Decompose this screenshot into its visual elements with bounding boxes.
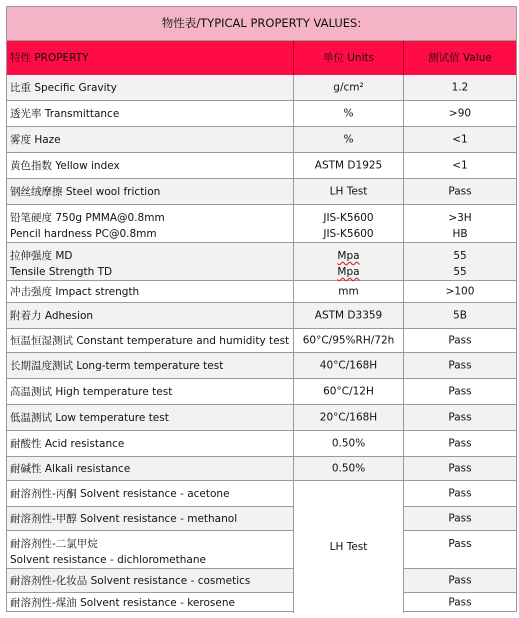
table-title: 物性表/TYPICAL PROPERTY VALUES: — [7, 7, 516, 41]
value-cell: 1.2 — [451, 80, 469, 93]
table-row — [7, 481, 516, 507]
property-cell: 恒温恒湿测试 Constant temperature and humidity test — [10, 334, 290, 347]
property-line: 拉伸强度 MD — [10, 250, 73, 262]
unit-cell: ASTM D3359 — [314, 308, 383, 321]
unit-line: Mpa — [337, 250, 360, 262]
property-cell: 长期温度测试 Long-term temperature test — [10, 359, 224, 372]
property-cell: 耐溶剂性-化妆品 Solvent resistance - cosmetics — [10, 574, 251, 587]
value-cell: Pass — [448, 511, 472, 524]
unit-cell: % — [343, 106, 354, 119]
table-row — [7, 405, 516, 431]
table-row — [7, 431, 516, 457]
table-row — [7, 457, 516, 481]
property-cell: 雾度 Haze — [10, 133, 61, 146]
property-line: Tensile Strength TD — [10, 266, 113, 278]
value-cell: Pass — [448, 410, 472, 423]
value-line: 55 — [453, 250, 467, 262]
table-row — [7, 507, 516, 531]
value-cell: Pass — [448, 486, 472, 499]
table-row — [7, 101, 516, 127]
value-cell: Pass — [448, 436, 472, 449]
table-row — [7, 281, 516, 303]
table-row — [7, 329, 516, 353]
table-row — [7, 531, 516, 569]
table-row — [7, 75, 516, 101]
value-cell: Pass — [448, 184, 472, 197]
unit-line: Mpa — [337, 266, 360, 278]
unit-cell: LH Test — [329, 184, 368, 197]
value-cell: Pass — [448, 573, 472, 586]
value-line: HB — [452, 228, 468, 240]
table-row — [7, 353, 516, 379]
value-cell: Pass — [448, 596, 472, 609]
value-cell: Pass — [448, 461, 472, 474]
table-row — [7, 153, 516, 179]
table-header-row — [7, 41, 516, 75]
value-cell: Pass — [448, 333, 472, 346]
value-cell: >90 — [448, 106, 472, 119]
header-units: 单位 Units — [294, 41, 404, 75]
property-cell: 耐酸性 Acid resistance — [10, 437, 125, 450]
unit-cell: 40°C/168H — [319, 358, 378, 371]
table-row — [7, 569, 516, 593]
value-cell: 5B — [453, 308, 467, 321]
table-row — [7, 303, 516, 329]
property-line: 铅笔硬度 750g PMMA@0.8mm — [10, 212, 165, 224]
value-cell: <1 — [452, 132, 468, 145]
unit-line: JIS-K5600 — [323, 212, 374, 224]
property-cell: 高温测试 High temperature test — [10, 385, 173, 398]
property-cell: 钢丝绒摩擦 Steel wool friction — [10, 185, 161, 198]
table-row — [7, 127, 516, 153]
property-cell: 比重 Specific Gravity — [10, 81, 117, 94]
value-line: >3H — [448, 212, 472, 224]
unit-cell: % — [343, 132, 354, 145]
property-cell: 耐溶剂性-煤油 Solvent resistance - kerosene — [10, 596, 235, 609]
value-cell: Pass — [448, 358, 472, 371]
unit-cell: 60°C/12H — [323, 384, 374, 397]
property-cell: 耐碱性 Alkali resistance — [10, 462, 131, 475]
unit-line: JIS-K5600 — [323, 228, 374, 240]
value-line: Pass — [448, 538, 472, 550]
unit-cell: 60°C/95%RH/72h — [302, 333, 395, 346]
unit-cell: 0.50% — [331, 461, 366, 474]
table-row — [7, 205, 516, 243]
unit-cell: 20°C/168H — [319, 410, 378, 423]
table-row — [7, 593, 516, 613]
value-cell: <1 — [452, 158, 468, 171]
table-row — [7, 243, 516, 281]
solvent-unit-cell: LH Test — [294, 481, 404, 613]
table-row — [7, 379, 516, 405]
table-row — [7, 179, 516, 205]
property-cell: 黄色指数 Yellow index — [10, 159, 120, 172]
value-cell: Pass — [448, 384, 472, 397]
value-cell: >100 — [445, 284, 475, 297]
property-cell: 透光率 Transmittance — [10, 107, 120, 120]
unit-cell: ASTM D1925 — [314, 158, 383, 171]
unit-cell: mm — [338, 284, 359, 297]
property-table — [6, 6, 517, 612]
property-cell: 低温测试 Low temperature test — [10, 411, 169, 424]
unit-cell: 0.50% — [331, 436, 366, 449]
property-line: Solvent resistance - dichloromethane — [10, 554, 206, 566]
property-cell: 冲击强度 Impact strength — [10, 285, 140, 298]
property-cell: 耐溶剂性-丙酮 Solvent resistance - acetone — [10, 487, 230, 500]
unit-cell: g/cm² — [333, 80, 364, 93]
property-line: Pencil hardness PC@0.8mm — [10, 228, 157, 240]
header-value: 测试值 Value — [428, 51, 492, 64]
property-cell: 耐溶剂性-甲醇 Solvent resistance - methanol — [10, 512, 238, 525]
value-line: 55 — [453, 266, 467, 278]
property-line: 耐溶剂性-二氯甲烷 — [10, 538, 98, 550]
property-cell: 附着力 Adhesion — [10, 309, 94, 322]
header-property: 特性 PROPERTY — [7, 41, 294, 75]
